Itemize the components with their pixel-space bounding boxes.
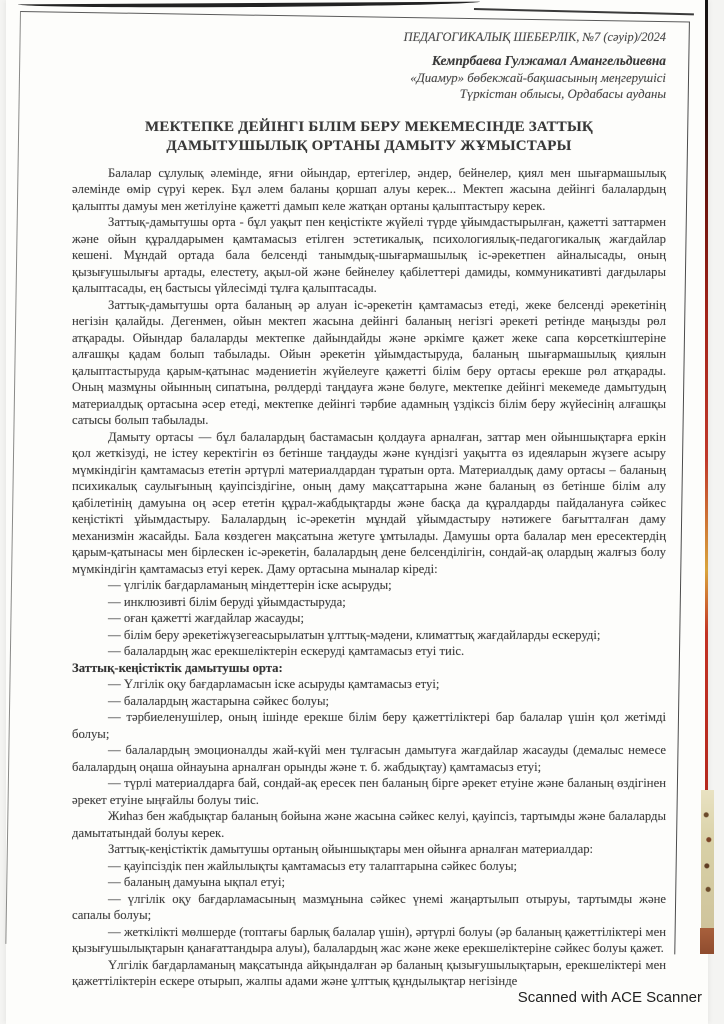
bullet-item: — жеткілікті мөлшерде (топтағы барлық балалар үшін), әртүрлі болуы (әр баланың қажеттіліктері мен қызығушылықтарын қанағаттандыра алуы), балалардың жас және жеке ерекшеліктеріне сәйкес болуы қажет.	[72, 924, 666, 955]
bullet-item: — инклюзивті білім беруді ұйымдастыруда;	[108, 594, 346, 609]
author-name: Кемпрбаева Гулжамал Амангельдиевна	[431, 53, 666, 68]
paragraph: Заттық-кеңістіктік дамытушы ортаның ойыншықтары мен ойынға арналған материалдар:	[108, 842, 594, 856]
paragraph: Балалар сұлулық әлемінде, яғни ойындар, ертегілер, әндер, бейнелер, қиял мен шығармашылық әлемінде өмір сүруі керек. Бұл әлем баланы қоршап алуы керек... Мектеп жасына дейінгі балалардың қалыпты дамуы мен жетілуіне қажетті дамып келе жатқан ортаны қалыптастыру керек.	[72, 165, 666, 213]
paragraph: Жиһаз бен жабдықтар баланың бойына және жасына сәйкес келуі, қауіпсіз, тартымды және балаларды дамытатындай болуы керек.	[72, 809, 666, 840]
scanner-edge-strip	[705, 0, 708, 792]
bullet-item: — тәрбиеленушілер, оның ішінде ерекше білім беру қажеттіліктері бар балалар үшін қол жетімді болуы;	[72, 710, 666, 741]
bullet-item: — балалардың эмоционалды жай-күйі мен тұлғасын дамытуға жағдайлар жасауды (демалыс немесе балалардың оңаша ойнауына арналған орынды және т. б. жабдықтау) қамтамасыз етуі;	[72, 743, 666, 774]
document-content	[72, 24, 666, 990]
author-role: «Диамур» бөбекжай-бақшасының меңгерушісі	[410, 70, 666, 85]
bullet-item: — үлгілік оқу бағдарламасының мазмұнына сәйкес үнемі жаңартылып отыруы, тартымды және сапалы болуы;	[72, 891, 666, 922]
scan-top-edge-line-right	[474, 8, 694, 15]
bullet-item: — балалардың жастарына сәйкес болуы;	[108, 693, 330, 708]
section-heading: Заттық-кеңістіктік дамытушы орта:	[72, 660, 283, 675]
bullet-item: — оған қажетті жағдайлар жасауды;	[108, 611, 304, 625]
bullet-item: — қауіпсіздік пен жайлылықты қамтамасыз ету талаптарына сәйкес болуы;	[108, 858, 518, 873]
book-edge-texture-bottom	[700, 928, 714, 954]
journal-header: ПЕДАГОГИКАЛЫҚ ШЕБЕРЛІК, №7 (сәуір)/2024	[403, 30, 666, 44]
article-title: МЕКТЕПКЕ ДЕЙІНГІ БІЛІМ БЕРУ МЕКЕМЕСІНДЕ ЗАТТЫҚ ДАМЫТУШЫЛЫҚ ОРТАНЫ ДАМЫТУ ЖҰМЫСТАРЫ	[145, 118, 593, 154]
byline-block	[72, 53, 666, 103]
bullet-item: — баланың дамуына ықпал етуі;	[108, 875, 285, 889]
paragraph: Заттық-дамытушы орта - бұл уақыт пен кеңістікте жүйелі түрде ұйымдастырылған, қажетті заттармен және ойын құралдарымен қамтамасыз етілген эстетикалық, психологиялық-педагогикалық жағдайлар кешені. Мұндай ортада бала белсенді танымдық-шығармашылық іс-әрекетпен айналысады, оның қызығушылығы артады, елестету, ақыл-ой және бейнелеу қабілеттері дамиды, коммуникативті дағдылары қалыптасады, ең бастысы үйлесімді тұлға қалыптасады.	[72, 215, 666, 295]
author-region: Түркістан облысы, Ордабасы ауданы	[459, 87, 666, 101]
scanned-paper-page	[6, 0, 708, 1024]
paragraph: Дамыту ортасы — бұл балалардың бастамасын қолдауға арналған, заттар мен ойыншықтарға еркін қол жеткізуді, не істеу керектігін өз бетінше таңдауды және күндізгі уақытта өз идеяларын жүзеге асыру мүмкіндігін қамтамасыз ететін әртүрлі материалдардан тұратын орта. Материалдық даму ортасы – баланың психикалық саулығының қауіпсіздігіне, оның даму мақсаттарына және баланың өз бетінше білім алу қабілетінің дамуына оң әсер ететін құрал-жабдықтарды және басқа да құралдарды пайдалануға сәйкес кеңістікті ұйымдастыру. Балалардың іс-әрекетін мұндай ұйымдастыру нәтижеге бағытталған даму механизмін жасайды. Бала көздеген мақсатына жетуге ұмтылады. Дамушы орта балалар мен ересектердің қарым-қатынасы мен бірлескен іс-әрекетін, балалардың дене белсенділігін, сондай-ақ олардың жалғыз болу мүмкіндігін қамтамасыз етуі керек. Даму ортасына мыналар кіреді:	[72, 429, 666, 576]
article-body	[72, 165, 666, 990]
bullet-item: — үлгілік бағдарламаның міндеттерін іске асыруды;	[108, 578, 392, 592]
bullet-item: — түрлі материалдарға бай, сондай-ақ ересек пен баланың бірге әрекет етуіне және баланың өздігінен әрекет етуіне ыңғайлы болуы тиіс.	[72, 776, 666, 807]
bullet-item: — балалардың жас ерекшеліктерін ескеруді қамтамасыз етуі тиіс.	[108, 644, 465, 658]
scan-top-edge-line	[18, 2, 480, 9]
bullet-item: — Үлгілік оқу бағдарламасын іске асыруды қамтамасыз етуі;	[108, 677, 440, 691]
paragraph: Заттық-дамытушы орта баланың әр алуан іс-әрекетін қамтамасыз етеді, жеке белсенді әрекетінің негізін қалайды. Дегенмен, ойын мектеп жасына дейінгі баланың негізгі әрекеті ретінде маңызды рөл атқарады. Ойындар балаларды мектепке дайындайды және әркімге қажет жеке сапа көрсеткіштеріне алғашқы қадам болып табылады. Ойын әрекетін ұйымдастыруда, баланың шығармашылық қиялын қалыптастыруда қарым-қатынас мәдениетін жүйелеуге қажетті білім беру ортасы ерекше рөл атқарады. Оның мазмұны ойынның сипатына, рөлдерді таңдауға және бөлуге, мектепке дейінгі мекемеде дамытудың материалдық ортасына әсер етеді, мектепке дейінгі тәрбие адамның үздіксіз білім беру жүйесінің алғашқы сатысы болып табылады.	[72, 297, 666, 427]
scanner-watermark: Scanned with ACE Scanner	[517, 989, 702, 1006]
bullet-item: — білім беру әрекетіжүзегеасырылатын ұлттық-мәдени, климаттық жағдайларды ескеруді;	[108, 627, 601, 642]
book-edge-texture	[701, 790, 714, 928]
paragraph: Үлгілік бағдарламаның мақсатында айқындалған әр баланың қызығушылықтарын, ерекшеліктері мен қажеттіліктерін ескере отырып, жалпы адами және ұлттық құндылықтар негізінде	[72, 957, 666, 988]
